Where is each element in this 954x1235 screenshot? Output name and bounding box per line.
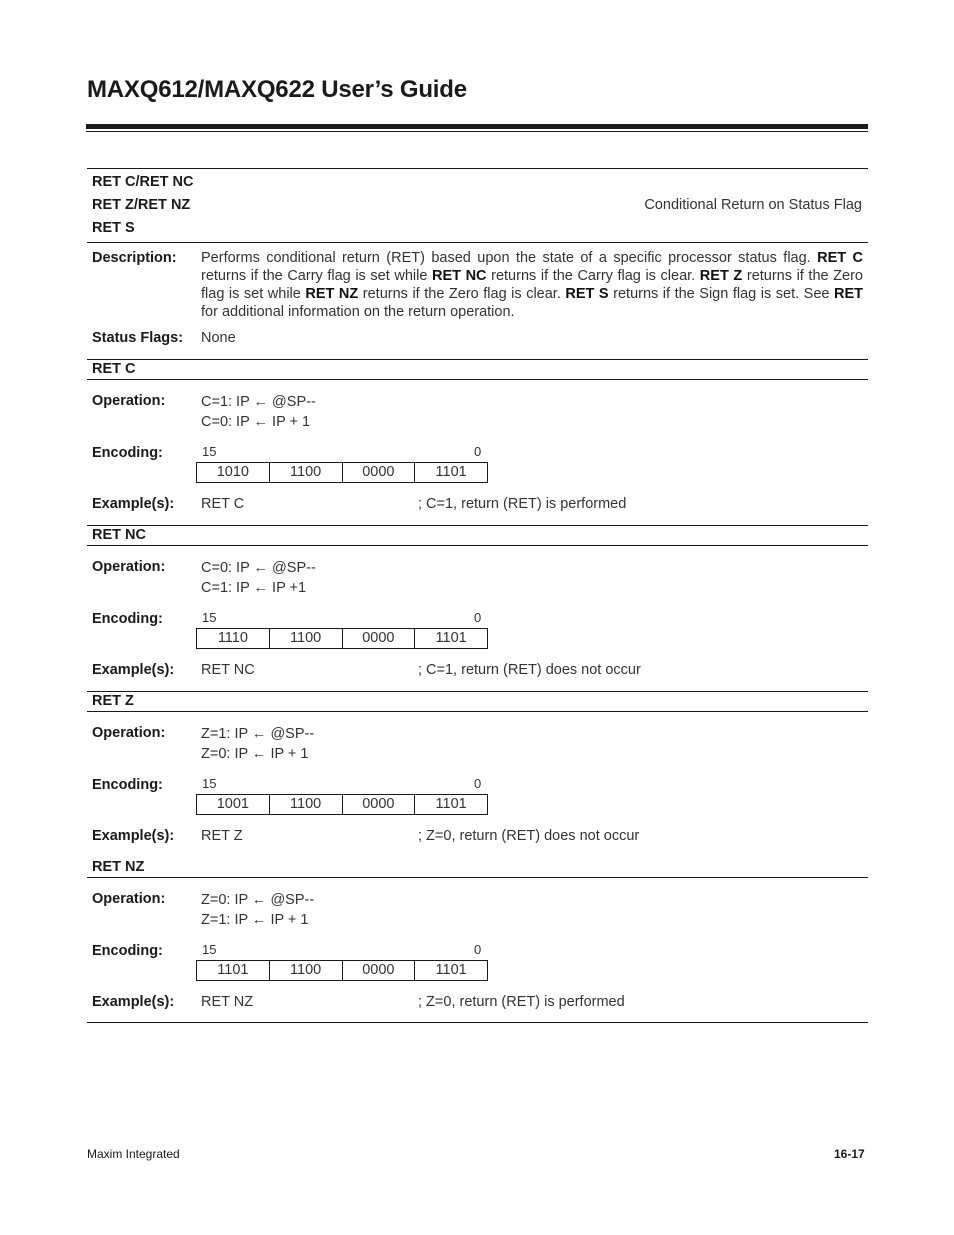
bit-index-high: 15: [202, 444, 217, 459]
page-number: 16-17: [834, 1147, 865, 1161]
description-run: returns if the Carry flag is set while: [201, 268, 432, 284]
operation-line: C=1: IP ← IP +1: [201, 580, 307, 596]
operation-line: Z=1: IP ← @SP--: [201, 726, 315, 742]
operation-label: Operation:: [92, 725, 166, 741]
encoding-nibble: 1101: [435, 464, 467, 480]
divider: [87, 242, 868, 243]
encoding-nibble: 1101: [435, 796, 467, 812]
instruction-summary: Conditional Return on Status Flag: [644, 197, 862, 213]
encoding-nibble: 1101: [435, 962, 467, 978]
footer-company: Maxim Integrated: [87, 1147, 180, 1161]
section-name: RET C: [92, 361, 136, 377]
operation-label: Operation:: [92, 559, 166, 575]
description-run: returns if the Carry flag is clear.: [486, 268, 700, 284]
section-name: RET Z: [92, 693, 134, 709]
encoding-table: [196, 794, 488, 815]
encoding-nibble: 1010: [197, 463, 270, 482]
description-keyword: RET: [834, 286, 863, 302]
encoding-nibble: 0000: [343, 795, 416, 814]
example-comment: ; Z=0, return (RET) does not occur: [418, 828, 640, 844]
description-run: for additional information on the return operation.: [201, 304, 515, 320]
example-comment: ; C=1, return (RET) does not occur: [418, 662, 641, 678]
page-title: MAXQ612/MAXQ622 User’s Guide: [87, 76, 467, 103]
instruction-name: RET Z/RET NZ: [92, 197, 191, 213]
description-run: returns if the Zero flag is clear.: [358, 286, 566, 302]
encoding-label: Encoding:: [92, 943, 163, 959]
example-code: RET Z: [201, 828, 243, 844]
operation-line: C=0: IP ← @SP--: [201, 560, 316, 576]
example-code: RET NZ: [201, 994, 254, 1010]
encoding-nibble: 1001: [197, 795, 270, 814]
section-divider: [87, 359, 868, 360]
section-divider: [87, 1022, 868, 1023]
bit-index-high: 15: [202, 942, 217, 957]
instruction-name: RET S: [92, 220, 135, 236]
encoding-nibble: 1100: [270, 629, 343, 648]
header-rule-thick: [86, 124, 868, 129]
example-code: RET C: [201, 496, 245, 512]
operation-line: C=1: IP ← @SP--: [201, 394, 316, 410]
operation-line: Z=0: IP ← @SP--: [201, 892, 315, 908]
operation-line: Z=1: IP ← IP + 1: [201, 912, 309, 928]
section-name: RET NZ: [92, 859, 145, 875]
section-name: RET NC: [92, 527, 146, 543]
instruction-name: RET C/RET NC: [92, 174, 194, 190]
encoding-nibble: 1100: [270, 795, 343, 814]
encoding-nibble: 1101: [435, 630, 467, 646]
bit-index-low: 0: [474, 444, 482, 459]
description-keyword: RET Z: [699, 268, 743, 284]
operation-label: Operation:: [92, 393, 166, 409]
operation-line: C=0: IP ← IP + 1: [201, 414, 311, 430]
section-divider: [87, 379, 868, 380]
encoding-label: Encoding:: [92, 777, 163, 793]
encoding-table: [196, 462, 488, 483]
description-text: [201, 249, 863, 321]
encoding-nibble: 0000: [343, 961, 416, 980]
examples-label: Example(s):: [92, 662, 175, 678]
encoding-table: [196, 628, 488, 649]
description-run: returns if the Zero flag is set while: [201, 268, 863, 302]
description-run: Performs conditional return (RET) based upon the state of a specific processor status flag.: [201, 250, 818, 266]
encoding-nibble: 0000: [343, 463, 416, 482]
divider: [87, 168, 868, 169]
section-divider: [87, 877, 868, 878]
encoding-nibble: 1110: [197, 629, 270, 648]
encoding-label: Encoding:: [92, 611, 163, 627]
description-run: returns if the Sign flag is set. See: [608, 286, 834, 302]
examples-label: Example(s):: [92, 994, 175, 1010]
status-flags-label: Status Flags:: [92, 330, 184, 346]
description-label: Description:: [92, 250, 177, 266]
encoding-nibble: 1100: [270, 463, 343, 482]
operation-line: Z=0: IP ← IP + 1: [201, 746, 309, 762]
section-divider: [87, 525, 868, 526]
examples-label: Example(s):: [92, 828, 175, 844]
status-flags-value: None: [201, 330, 236, 346]
bit-index-high: 15: [202, 610, 217, 625]
example-comment: ; Z=0, return (RET) is performed: [418, 994, 625, 1010]
header-rule-thin: [86, 131, 868, 132]
encoding-nibble: 1100: [270, 961, 343, 980]
encoding-label: Encoding:: [92, 445, 163, 461]
encoding-nibble: 0000: [343, 629, 416, 648]
section-divider: [87, 545, 868, 546]
operation-label: Operation:: [92, 891, 166, 907]
description-keyword: RET S: [565, 286, 609, 302]
example-code: RET NC: [201, 662, 255, 678]
bit-index-low: 0: [474, 776, 482, 791]
bit-index-low: 0: [474, 942, 482, 957]
description-keyword: RET C: [817, 250, 863, 266]
bit-index-high: 15: [202, 776, 217, 791]
examples-label: Example(s):: [92, 496, 175, 512]
section-divider: [87, 711, 868, 712]
section-divider: [87, 691, 868, 692]
encoding-nibble: 1101: [197, 961, 270, 980]
example-comment: ; C=1, return (RET) is performed: [418, 496, 627, 512]
bit-index-low: 0: [474, 610, 482, 625]
encoding-table: [196, 960, 488, 981]
description-keyword: RET NC: [431, 268, 487, 284]
description-keyword: RET NZ: [305, 286, 359, 302]
